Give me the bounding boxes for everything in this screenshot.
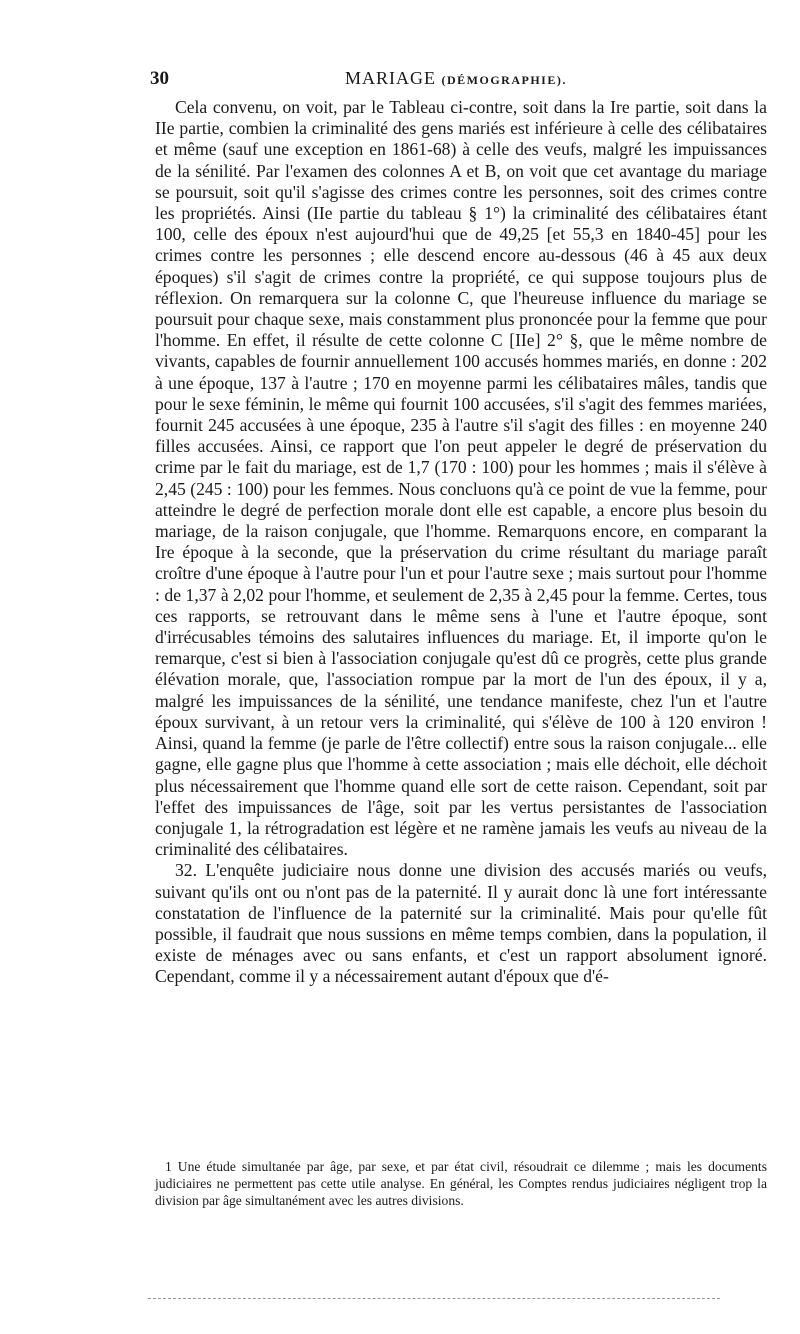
page-header bbox=[150, 68, 770, 96]
running-title-subtitle: (DÉMOGRAPHIE). bbox=[441, 73, 567, 87]
bottom-rule bbox=[148, 1298, 720, 1299]
footnote-1: 1 Une étude simultanée par âge, par sexe, et par état civil, résoudrait ce dilemme ; mais les documents judiciaires ne permettent pas cette utile analyse. En général, les Comptes rendus judiciaires négligent trop la division par âge simultanément avec les autres divisions. bbox=[155, 1159, 767, 1208]
page-number: 30 bbox=[150, 68, 169, 89]
footnotes bbox=[155, 1158, 767, 1209]
running-title-main: MARIAGE bbox=[345, 68, 436, 88]
main-text bbox=[155, 97, 767, 988]
paragraph-32: 32. L'enquête judiciaire nous donne une division des accusés mariés ou veufs, suivant qu'ils ont ou n'ont pas de la paternité. Il y aurait donc là une fort intéressante constatation de l'influence de la paternité sur la criminalité. Mais pour qu'elle fût possible, il faudrait que nous sussions en même temps combien, dans la population, il existe de ménages avec ou sans enfants, et c'est un rapport absolument ignoré. Cependant, comme il y a nécessairement autant d'époux que d'é- bbox=[155, 860, 767, 987]
paragraph: Cela convenu, on voit, par le Tableau ci-contre, soit dans la Ire partie, soit dans la IIe partie, combien la criminalité des gens mariés est inférieure à celle des célibataires et même (sauf une exception en 1861-68) à celle des veufs, malgré les impuissances de la sénilité. Par l'examen des colonnes A et B, on voit que cet avantage du mariage se poursuit, soit qu'il s'agisse des crimes contre les personnes, soit des crimes contre les propriétés. Ainsi (IIe partie du tableau § 1°) la criminalité des célibataires étant 100, celle des époux n'est aujourd'hui que de 49,25 [et 55,3 en 1840-45] pour les crimes contre les personnes ; elle descend encore au-dessous (46 à 45 aux deux époques) s'il s'agit de crimes contre la propriété, ce qui suppose toujours plus de réflexion. On remarquera sur la colonne C, que l'heureuse influence du mariage se poursuit pour chaque sexe, mais constamment plus prononcée pour la femme que pour l'homme. En effet, il résulte de cette colonne C [IIe] 2° §, que le même nombre de vivants, capables de fournir annuellement 100 accusés hommes mariés, en donne : 202 à une époque, 137 à l'autre ; 170 en moyenne parmi les célibataires mâles, tandis que pour le sexe féminin, le même qui fournit 100 accusées, s'il s'agit des femmes mariées, fournit 245 accusées à une époque, 235 à l'autre s'il s'agit des filles : en moyenne 240 filles accusées. Ainsi, ce rapport que l'on peut appeler le degré de préservation du crime par le fait du mariage, est de 1,7 (170 : 100) pour les hommes ; mais il s'élève à 2,45 (245 : 100) pour les femmes. Nous concluons qu'à ce point de vue la femme, pour atteindre le degré de perfection morale dont elle est capable, a encore plus besoin du mariage, de la raison conjugale, que l'homme. Remarquons encore, en comparant la Ire époque à la seconde, que la préservation du crime résultant du mariage paraît croître d'une époque à l'autre pour l'un et pour l'autre sexe ; mais surtout pour l'homme : de 1,37 à 2,02 pour l'homme, et seulement de 2,35 à 2,45 pour la femme. Certes, tous ces rapports, se retrouvant dans le même sens à l'une et l'autre époque, sont d'irrécusables témoins des salutaires influences du mariage. Et, il importe qu'on le remarque, c'est si bien à l'association conjugale qu'est dû ce progrès, cette plus grande élévation morale, que, l'association rompue par la mort de l'un des époux, il y a, malgré les impuissances de la sénilité, une tendance manifeste, chez l'un et l'autre époux survivant, à un retour vers la criminalité, qui s'élève de 100 à 120 environ ! Ainsi, quand la femme (je parle de l'être collectif) entre sous la raison conjugale... elle gagne, elle gagne plus que l'homme à cette association ; mais elle déchoit, elle déchoit plus nécessairement que l'homme quand elle sort de cette raison. Cependant, soit par l'effet des impuissances de l'âge, soit par les vertus persistantes de l'association conjugale 1, la rétrogradation est légère et ne ramène jamais les veufs au niveau de la criminalité des célibataires. bbox=[155, 97, 767, 860]
running-title bbox=[345, 68, 567, 89]
